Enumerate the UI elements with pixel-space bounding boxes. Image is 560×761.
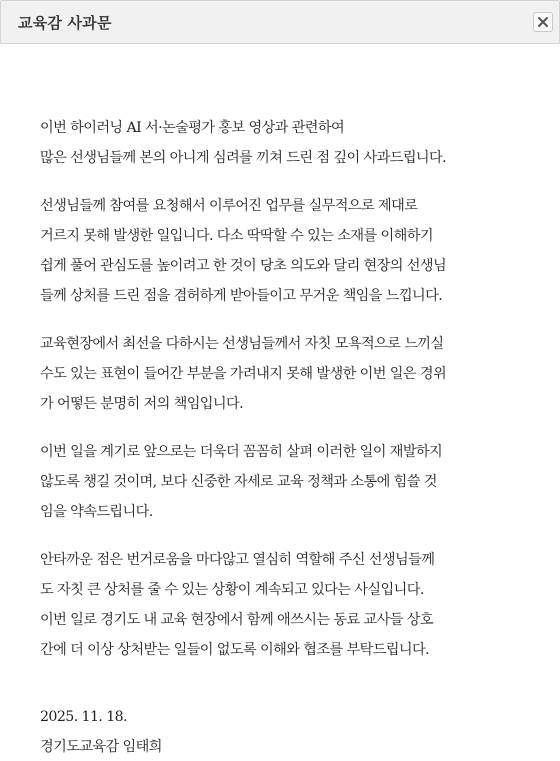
signature-block xyxy=(40,702,162,761)
paragraph-line: 쉽게 풀어 관심도를 높이려고 한 것이 당초 의도와 달리 현장의 선생님 xyxy=(40,258,447,274)
paragraph-line: 많은 선생님들께 본의 아니게 심려를 끼쳐 드린 점 깊이 사과드립니다. xyxy=(40,150,447,166)
paragraph-3 xyxy=(40,329,555,419)
paragraph-line: 간에 더 이상 상처받는 일들이 없도록 이해와 협조를 부탁드립니다. xyxy=(40,642,430,658)
dialog-titlebar xyxy=(0,0,560,44)
paragraph-line: 들께 상처를 드린 점을 겸허하게 받아들이고 무거운 책임을 느낍니다. xyxy=(40,288,443,304)
paragraph-line: 이번 일로 경기도 내 교육 현장에서 함께 애쓰시는 동료 교사들 상호 xyxy=(40,612,433,628)
paragraph-line: 선생님들께 참여를 요청해서 이루어진 업무를 실무적으로 제대로 xyxy=(40,198,418,214)
paragraph-line: 가 어떻든 분명히 저의 책임입니다. xyxy=(40,396,244,412)
paragraph-line: 이번 하이러닝 AI 서·논술평가 홍보 영상과 관련하여 xyxy=(40,120,345,136)
paragraph-line: 도 자칫 큰 상처를 줄 수 있는 상황이 계속되고 있다는 사실입니다. xyxy=(40,582,424,598)
paragraph-line: 교육현장에서 최선을 다하시는 선생님들께서 자칫 모욕적으로 느끼실 xyxy=(40,336,444,352)
paragraph-line: 수도 있는 표현이 들어간 부분을 가려내지 못해 발생한 이번 일은 경위 xyxy=(40,366,447,382)
paragraph-2 xyxy=(40,191,555,311)
paragraph-line: 이번 일을 계기로 앞으로는 더욱더 꼼꼼히 살펴 이러한 일이 재발하지 xyxy=(40,444,443,460)
dialog-title: 교육감 사과문 xyxy=(18,14,112,32)
paragraph-line: 임을 약속드립니다. xyxy=(40,504,153,520)
paragraph-line: 않도록 챙길 것이며, 보다 신중한 자세로 교육 정책과 소통에 힘쓸 것 xyxy=(40,474,437,490)
paragraph-1 xyxy=(40,113,555,173)
close-icon xyxy=(538,17,548,27)
paragraph-5 xyxy=(40,545,555,665)
signature-date: 2025. 11. 18. xyxy=(40,709,127,725)
paragraph-line: 거르지 못해 발생한 일입니다. 다소 딱딱할 수 있는 소재를 이해하기 xyxy=(40,228,433,244)
close-button[interactable] xyxy=(533,12,553,32)
paragraph-4 xyxy=(40,437,555,527)
signature-author: 경기도교육감 임태희 xyxy=(40,739,162,755)
apology-body xyxy=(40,113,555,683)
paragraph-line: 안타까운 점은 번거로움을 마다않고 열심히 역할해 주신 선생님들께 xyxy=(40,552,435,568)
